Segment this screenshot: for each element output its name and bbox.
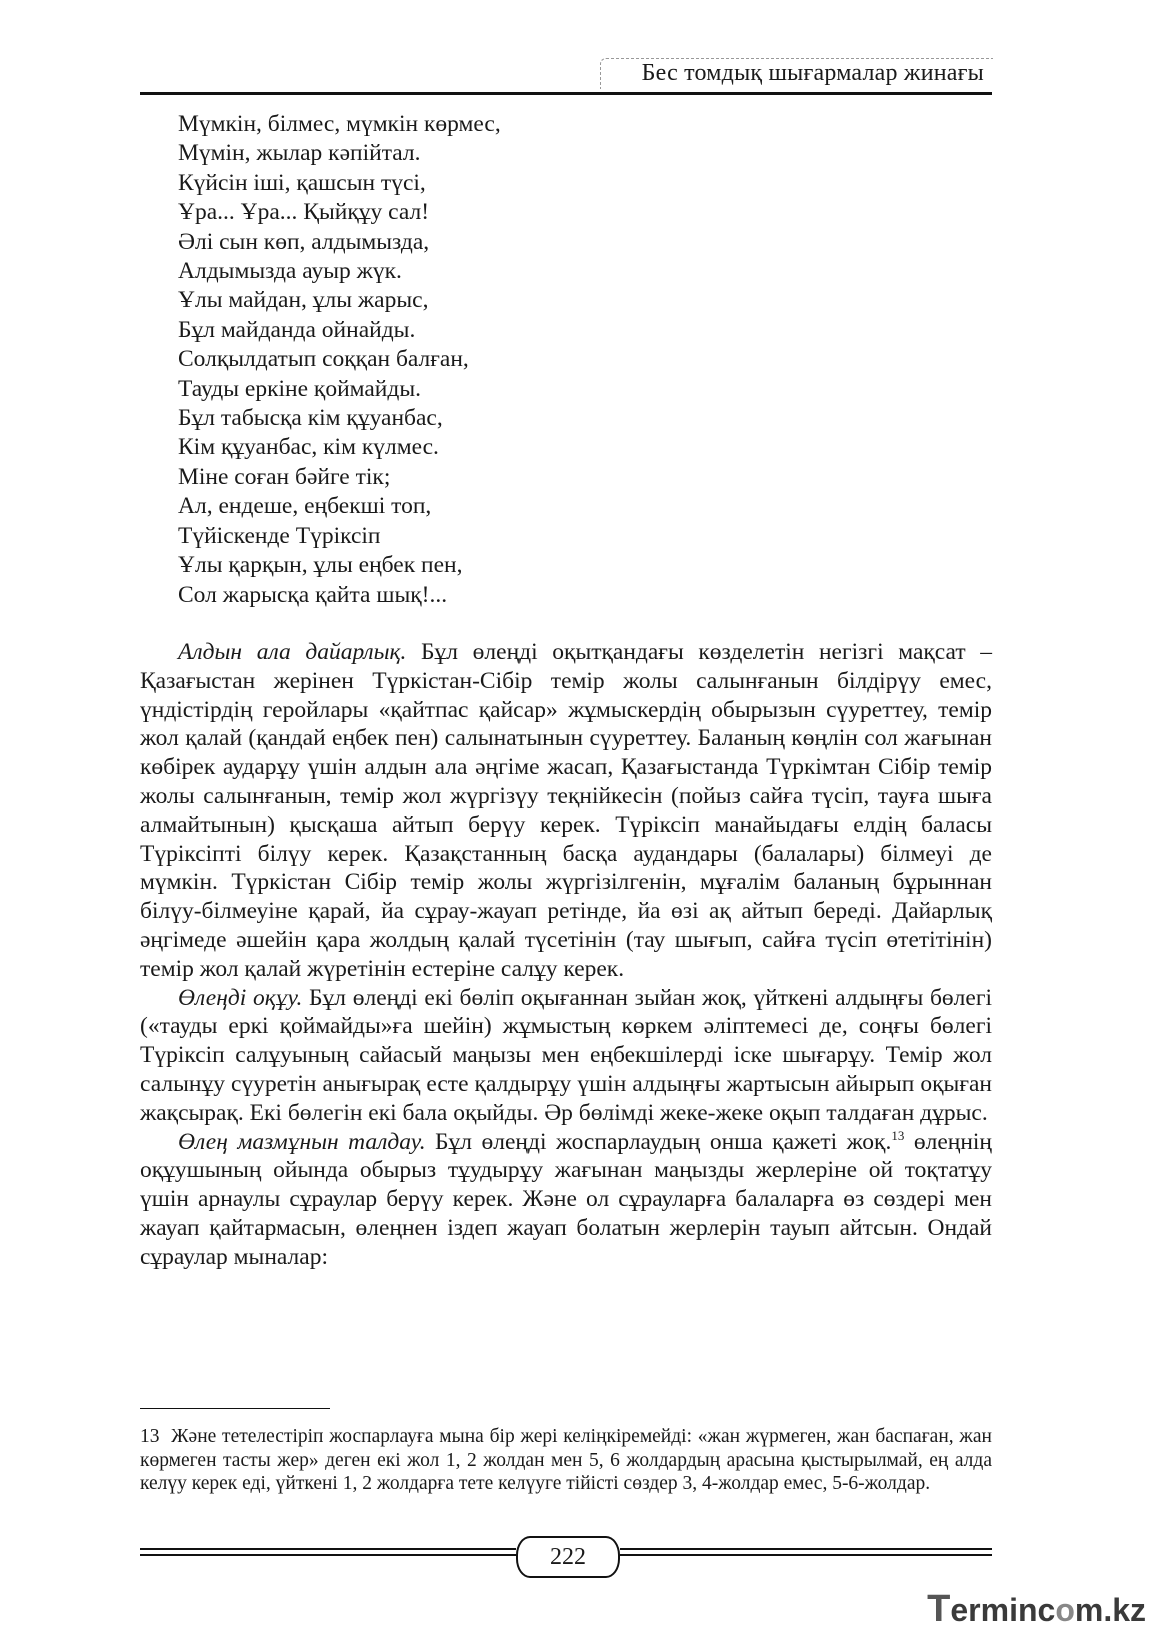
paragraph-analysis: [140, 1128, 992, 1272]
page-footer: [140, 1536, 992, 1576]
footnote-reference[interactable]: 13: [891, 1127, 905, 1143]
paragraph-text: Бұл өлеңді жоспарлаудың онша қажеті жоқ.: [425, 1128, 892, 1155]
paragraph-text: Бұл өлеңді оқытқандағы көзделетін негізгі мақсат – Қазағыстан жерінен Түркістан-Сібір темір жолы салынғанын білдірүу емес, үндістірдің геройлары «қайтпас қайсар» жұмыскердің обырызын сүуреттеу, темір жол қалай (қандай еңбек пен) салынатынын сүуреттеу. Баланың көңлін сол жағынан көбірек аударұу үшін алдын ала әңгіме жасап, Қазағыстанда Түркімтан Сібір темір жолы салынғанын, темір жол жүргізүу теқнійкесін (пойыз сайға түсіп, тауға шыға алмайтынын) қысқаша айтып берүу керек. Түріксіп манайыдағы елдің баласы Түріксіпті білүу керек. Қазақстанның басқа аудандары (балалары) білмеуі де мүмкін. Түркістан Сібір темір жолы жүргізілгенін, мұғалім баланың бұрыннан білүу-білмеуіне қарай, йа сұрау-жауап ретінде, йа өзі ақ айтып береді. Дайарлық әңгімеде әшейін қара жолдың қалай түсетінін (тау шығып, сайға түсіп өтетітінін) темір жол қалай жүретінін естеріне салұу керек.: [140, 639, 992, 982]
poem-line: Алдымызда ауыр жүк.: [178, 258, 402, 285]
paragraph-lead: Алдын ала дайарлық.: [178, 639, 407, 665]
poem-line: Ұра... Ұра... Қыйқұу сал!: [178, 199, 430, 226]
paragraph-text: өлеңнің оқұушының ойында обырыз тұудырұу жағынан маңызды жерлеріне ой тоқтатұу үшін арнаулы сұраулар берүу керек. Және ол сұрауларға балаларға өз сөздері мен жауап қайтармасын, өлеңнен іздеп жауап болатын жерлерін тауып айтсын. Ондай сұраулар мыналар:: [140, 1128, 993, 1270]
header-rule: [140, 92, 992, 95]
poem-line: Әлі сын көп, алдымызда,: [178, 228, 430, 255]
footer-rule: [620, 1548, 992, 1550]
poem-line: Сол жарысқа қайта шық!...: [178, 581, 448, 608]
poem-line: Бұл табысқа кім құуанбас,: [178, 405, 443, 432]
poem-line: Кім құуанбас, кім күлмес.: [178, 434, 439, 461]
footnote-number: 13: [140, 1426, 160, 1447]
footer-rule: [140, 1554, 516, 1556]
footer-rule: [140, 1548, 516, 1550]
poem-line: Міне соған бәйге тік;: [178, 463, 391, 490]
poem: [178, 110, 501, 610]
paragraph-lead: Өлең мазмұнын талдау.: [178, 1128, 426, 1155]
poem-line: Мүмкін, білмес, мүмкін көрмес,: [178, 111, 501, 137]
poem-line: Мүмін, жылар кәпійтал.: [178, 140, 421, 167]
running-header: [140, 50, 992, 95]
footer-rule: [620, 1554, 992, 1556]
watermark-logo: Termincom.kz: [927, 1588, 1146, 1630]
poem-line: Ұлы майдан, ұлы жарыс,: [178, 287, 429, 314]
body-text: [140, 638, 992, 1272]
book-title: Бес томдық шығармалар жинағы: [641, 60, 984, 86]
poem-line: Ұлы қарқын, ұлы еңбек пен,: [178, 552, 463, 579]
paragraph-text: Бұл өлеңді екі бөліп оқығаннан зыйан жоқ, үйткені алдыңғы бөлегі («тауды еркі қоймайды»ға шейін) жұмыстың көркем әліптемесі де, соңғы бөлегі Түріксіп салұуының сайасый маңызы мен еңбекшілерді іске шығарұу. Темір жол салынұу сүуретін анығырақ есте қалдырұу үшін алдыңғы жартысын айырып оқыған жақсырақ. Екі бөлегін екі бала оқыйды. Әр бөлімді жеке-жеке оқып талдаған дұрыс.: [140, 984, 992, 1126]
poem-line: Түйіскенде Түріксіп: [178, 522, 381, 549]
poem-line: Тауды еркіне қоймайды.: [178, 375, 421, 402]
footnote: [140, 1425, 992, 1496]
footnote-separator: [140, 1408, 330, 1409]
poem-line: Күйсін іші, қашсын түсі,: [178, 169, 426, 196]
paragraph-preparation: [140, 638, 992, 984]
poem-line: Бұл майданда ойнайды.: [178, 316, 416, 343]
paragraph-reading: [140, 984, 992, 1128]
footnote-text: Және тетелестіріп жоспарлауға мына бір жері келіңкіремейді: «жан жүрмеген, жан баспаған, жан көрмеген тасты жер» деген екі жол 1, 2 жолдан мен 5, 6 жолдардың арасына қыстырылмай, ең алда келүу керек еді, үйткені 1, 2 жолдарға тете келүуге тійісті сөздер 3, 4-жолдар емес, 5-6-жолдар.: [140, 1426, 992, 1494]
paragraph-lead: Өлеңді оқұу.: [178, 984, 303, 1011]
poem-line: Ал, ендеше, еңбекші топ,: [178, 493, 432, 520]
page-number: 222: [516, 1536, 620, 1578]
poem-line: Солқылдатып соққан балған,: [178, 346, 469, 373]
